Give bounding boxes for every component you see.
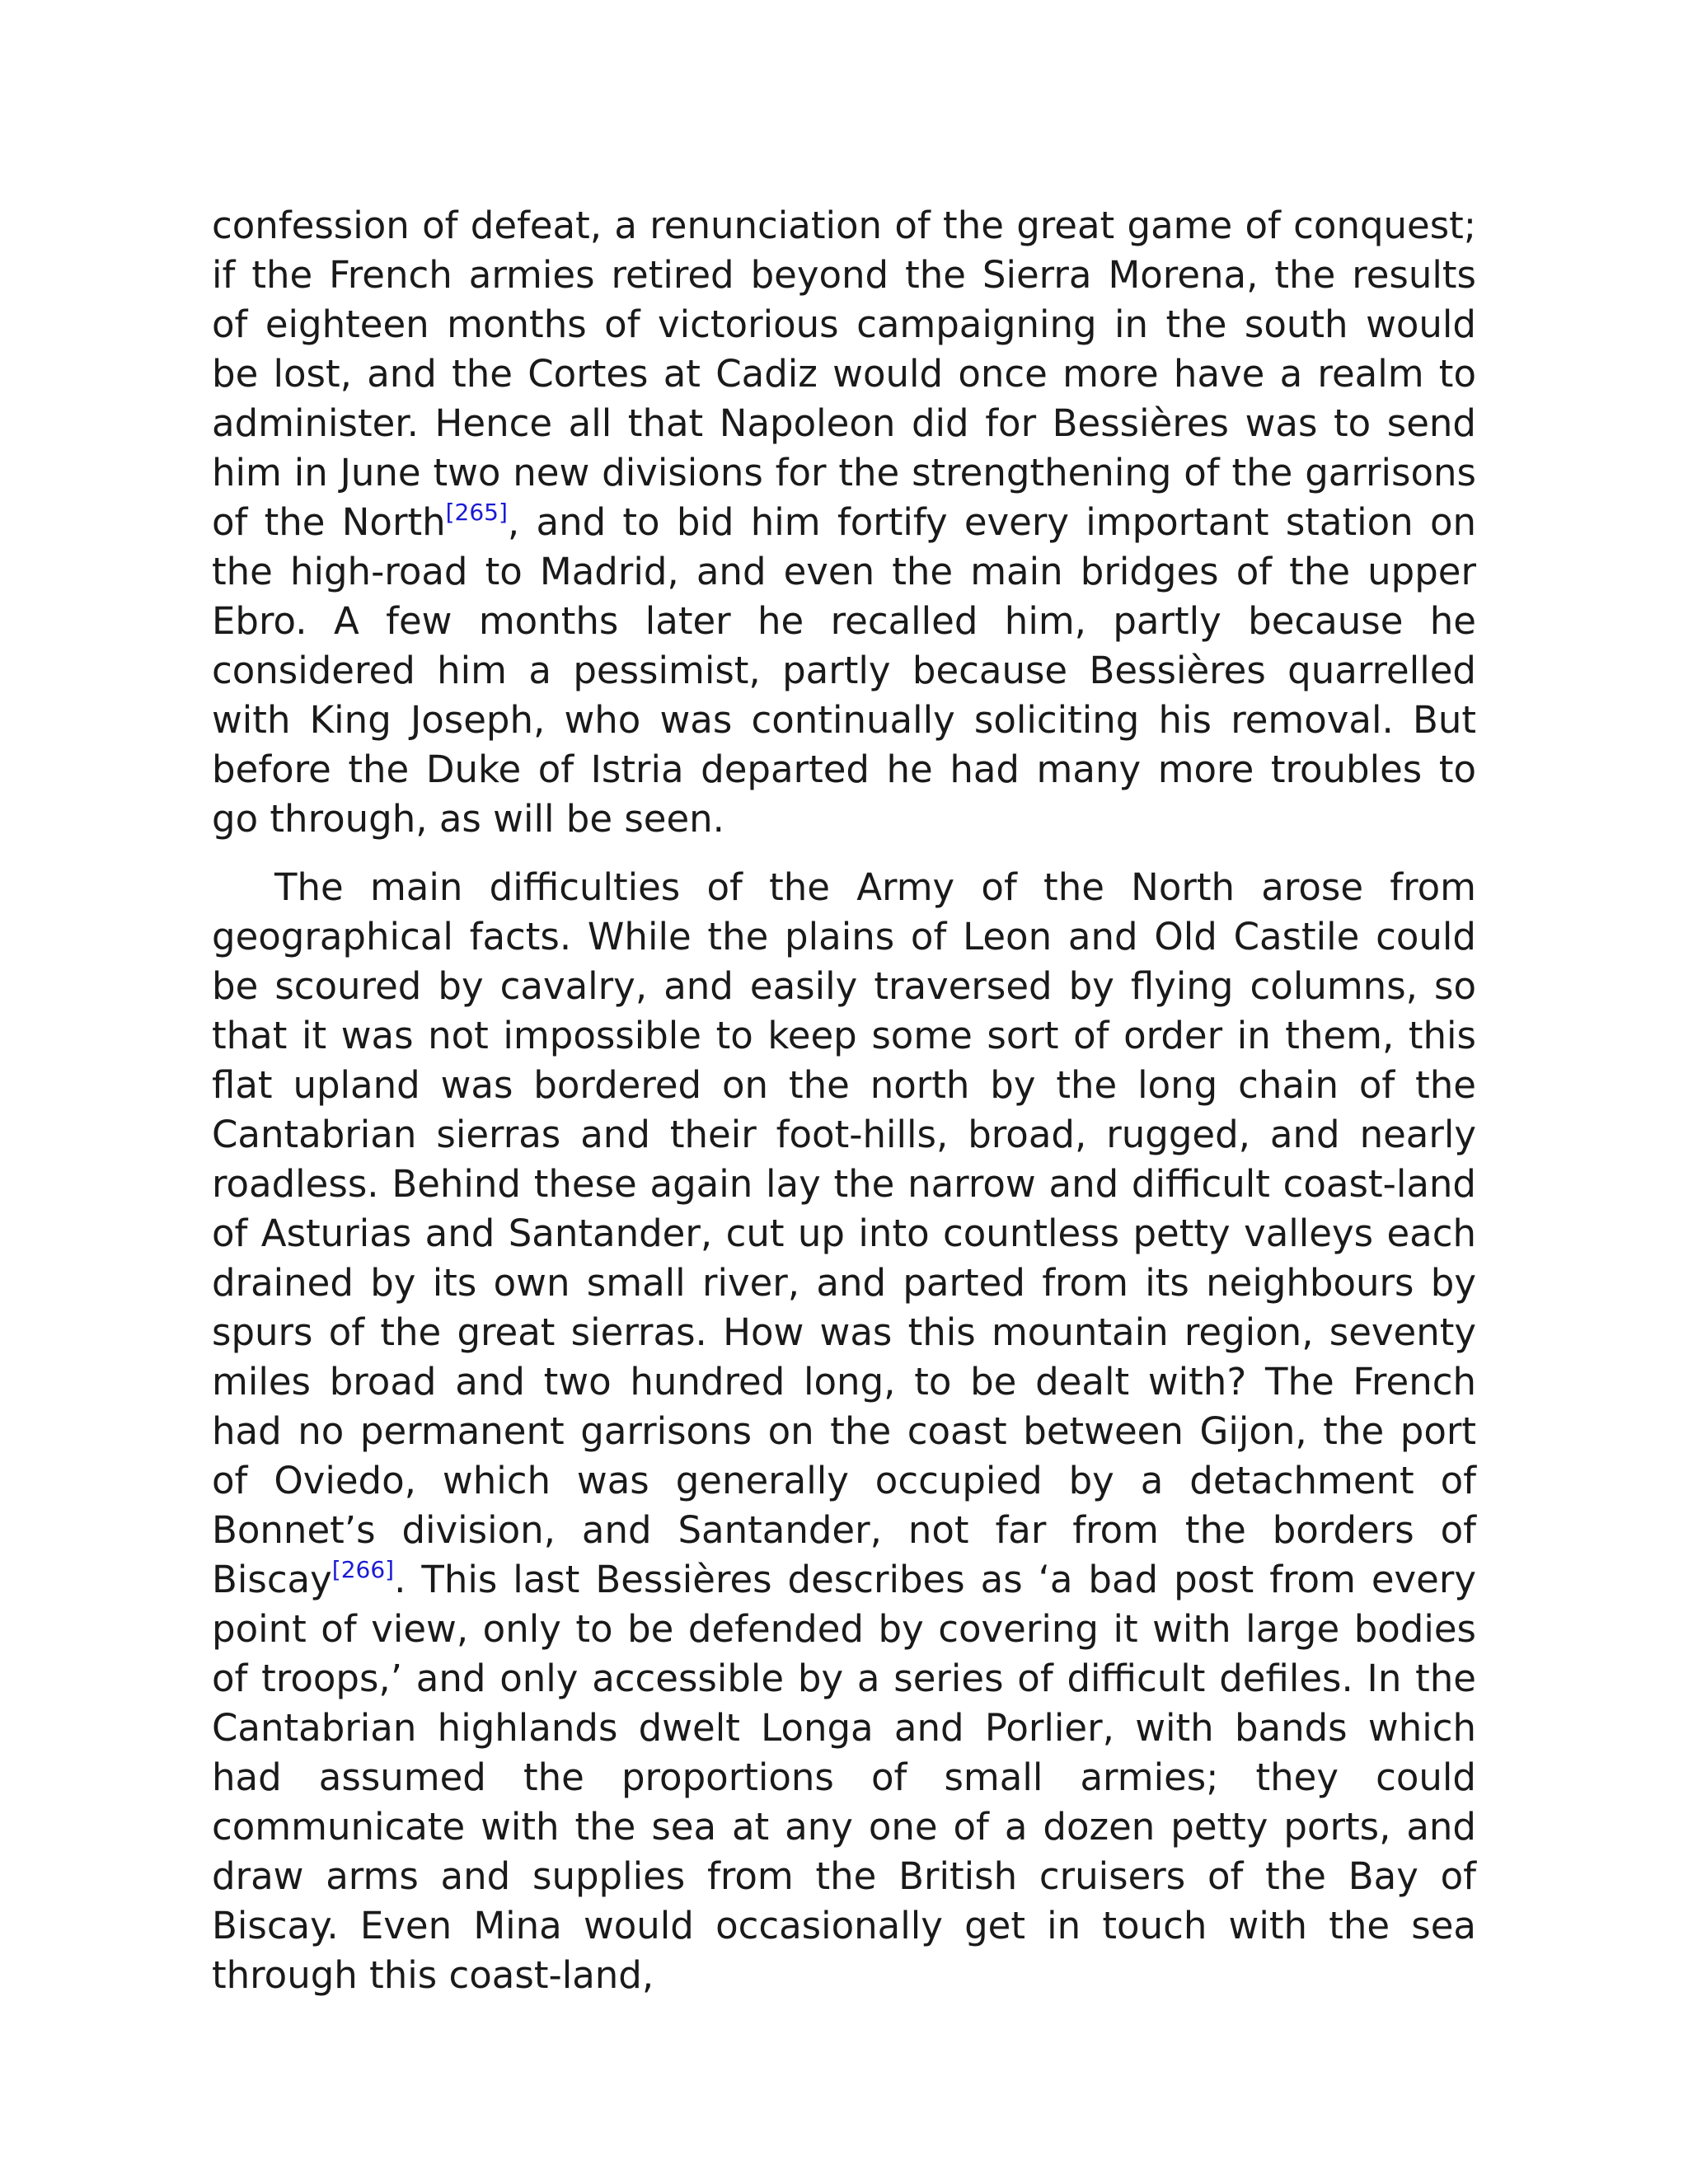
paragraph-2-text-a: The main difficulties of the Army of the North arose from geographical facts. While the plains of Leon and Old Castile could be scoured by cavalry, and easily traversed by flying columns, so that it was not impossible to keep some sort of order in them, this flat upland was bordered on the north by the long chain of the Cantabrian sierras and their foot-hills, broad, rugged, and nearly roadless. Behind these again lay the narrow and difficult coast-land of Asturias and Santander, cut up into countless petty valleys each drained by its own small river, and parted from its neighbours by spurs of the great sierras. How was this mountain region, seventy miles broad and two hundred long, to be dealt with? The French had no permanent garrisons on the coast between Gijon, the port of Oviedo, which was generally occupied by a detachment of Bonnet’s division, and Santander, not far from the borders of Biscay	[212, 865, 1476, 1601]
paragraph-1-text-b: , and to bid him fortify every important station on the high-road to Madrid, and even the main bridges of the upper Ebro. A few months later he recalled him, partly because he considered him a pessimist, partly because Bessières quarrelled with King Joseph, who was continually soliciting his removal. But before the Duke of Istria departed he had many more troubles to go through, as will be seen.	[212, 500, 1476, 841]
page-body	[212, 201, 1476, 2000]
footnote-link-265[interactable]: [265]	[445, 499, 508, 526]
footnote-link-266[interactable]: [266]	[331, 1556, 395, 1583]
paragraph-1-text-a: confession of defeat, a renunciation of the great game of conquest; if the French armies retired beyond the Sierra Morena, the results of eighteen months of victorious campaigning in the south would be lost, and the Cortes at Cadiz would once more have a realm to administer. Hence all that Napoleon did for Bessières was to send him in June two new divisions for the strengthening of the garrisons of the North	[212, 204, 1476, 544]
paragraph-1	[212, 201, 1476, 844]
paragraph-2-text-b: . This last Bessières describes as ‘a bad post from every point of view, only to be defended by covering it with large bodies of troops,’ and only accessible by a series of difficult defiles. In the Cantabrian highlands dwelt Longa and Porlier, with bands which had assumed the proportions of small armies; they could communicate with the sea at any one of a dozen petty ports, and draw arms and supplies from the British cruisers of the Bay of Biscay. Even Mina would occasionally get in touch with the sea through this coast-land,	[212, 1558, 1476, 1997]
paragraph-2	[212, 863, 1476, 2000]
